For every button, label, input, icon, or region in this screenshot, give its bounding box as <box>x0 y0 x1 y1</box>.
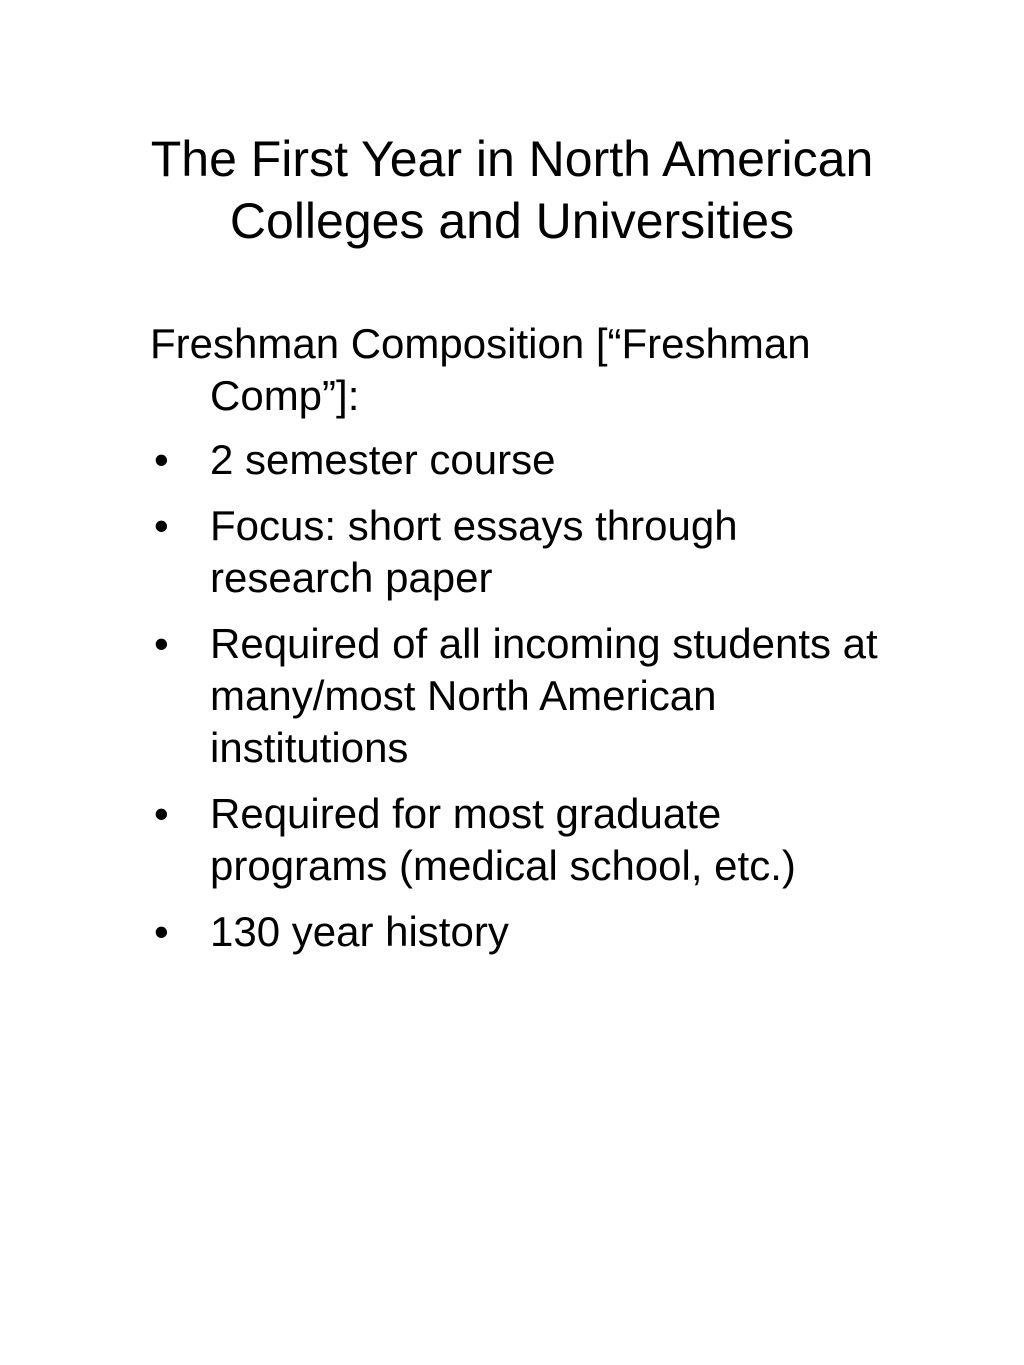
bullet-list <box>150 434 900 958</box>
bullet-icon: • <box>154 790 169 837</box>
bullet-icon: • <box>154 620 169 667</box>
list-item <box>150 906 900 958</box>
bullet-icon: • <box>154 908 169 955</box>
intro-text: Freshman Composition [“Freshman Comp”]: <box>150 320 811 419</box>
list-item <box>150 618 900 774</box>
bullet-icon: • <box>154 502 169 549</box>
list-item <box>150 788 900 892</box>
list-item-text: Required for most graduate programs (medical school, etc.) <box>210 790 796 889</box>
list-item <box>150 434 900 486</box>
slide-title: The First Year in North American Colleges and Universities <box>150 131 874 249</box>
list-item-text: 2 semester course <box>210 436 556 483</box>
list-item-text: Focus: short essays through research paper <box>210 502 738 601</box>
bullet-icon: • <box>154 436 169 483</box>
list-item-text: Required of all incoming students at many/most North American institutions <box>210 620 878 771</box>
list-item <box>150 500 900 604</box>
slide-body <box>150 318 900 972</box>
list-item-text: 130 year history <box>210 908 509 955</box>
